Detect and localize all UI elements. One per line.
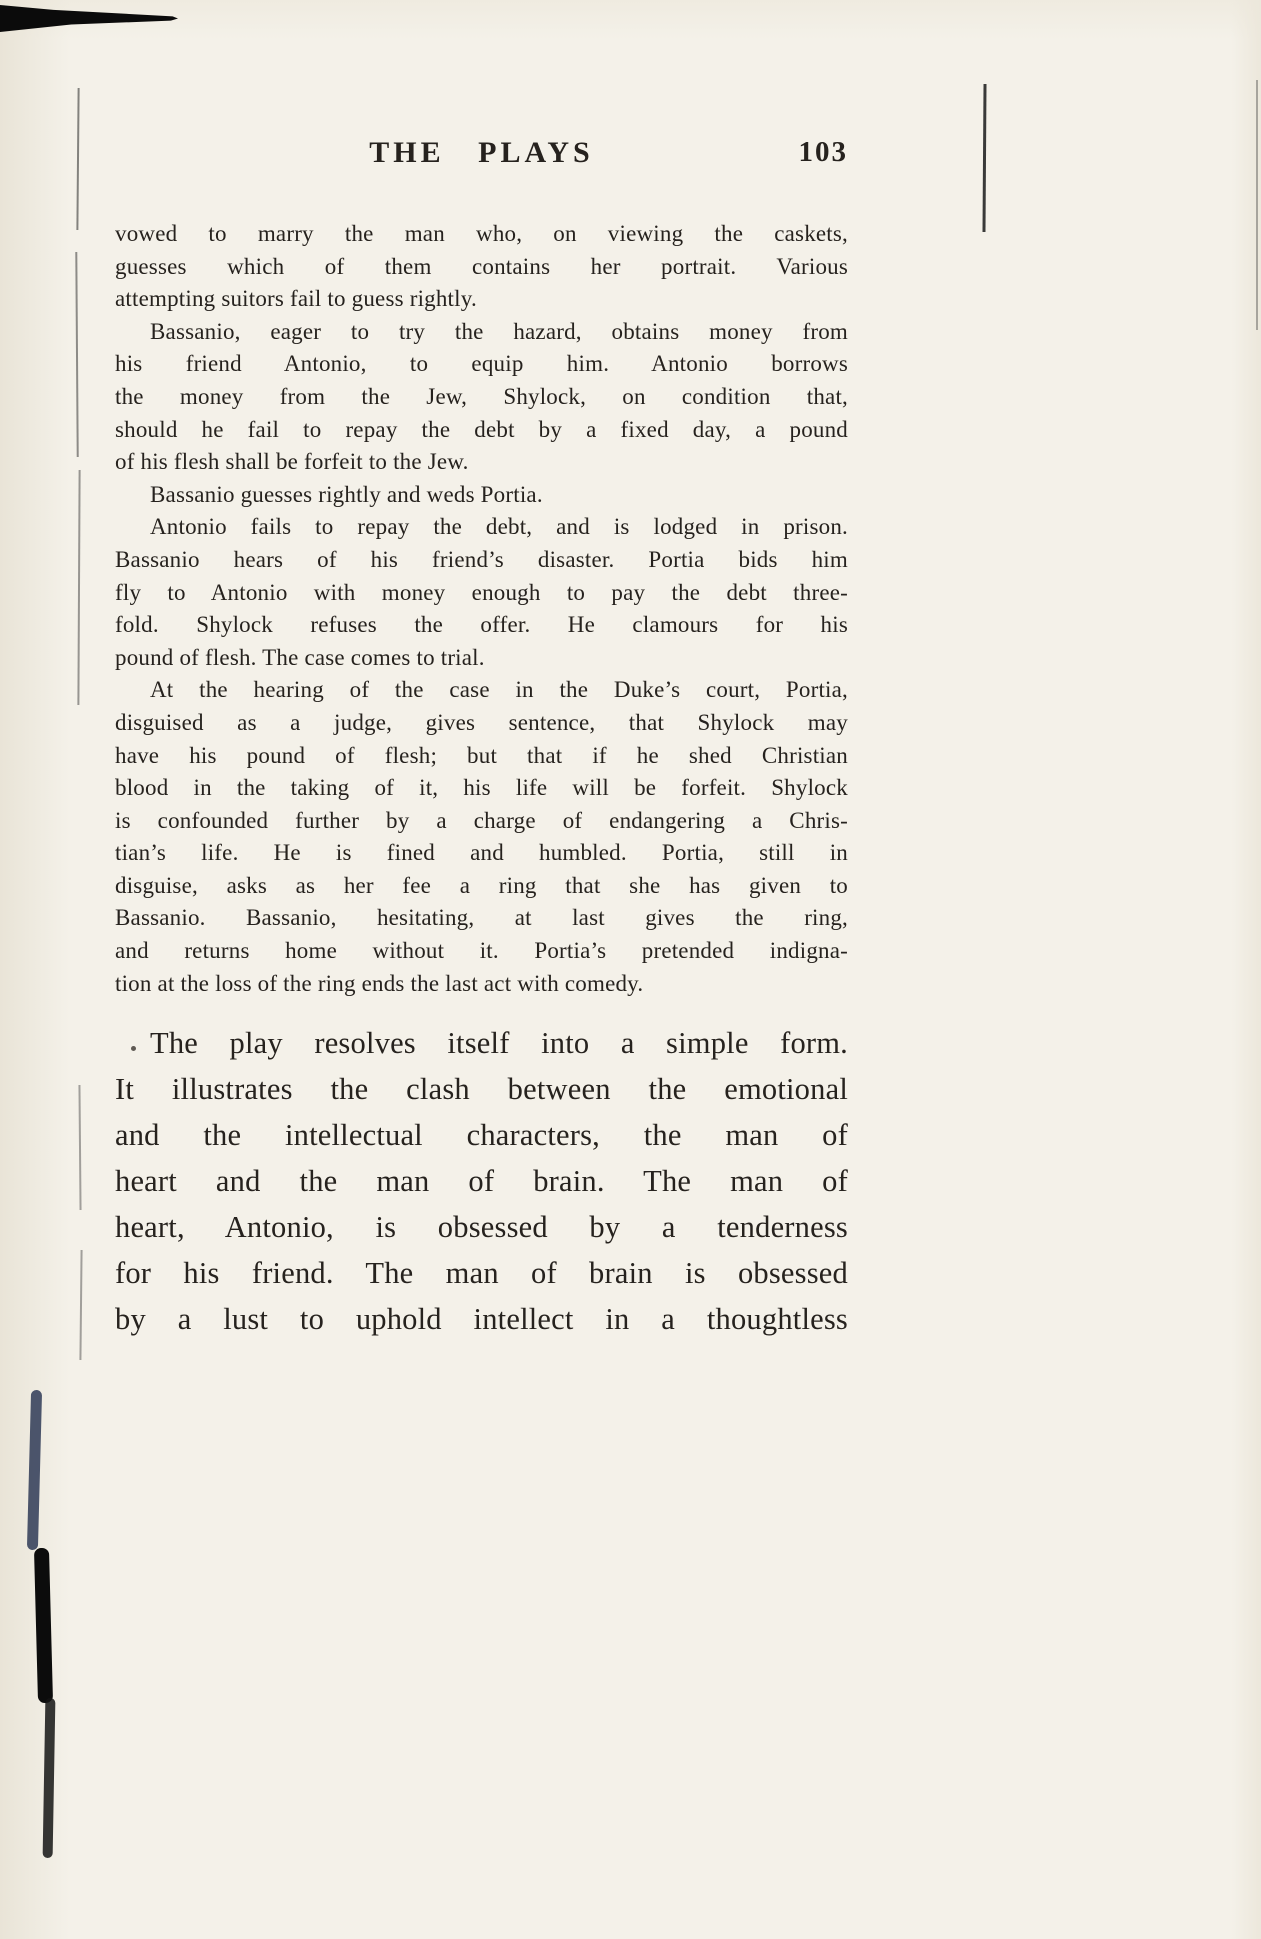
running-title: THE PLAYS [369,136,594,169]
text-line: At the hearing of the case in the Duke’s court, Portia, [150,677,848,703]
text-line: should he fail to repay the debt by a fixed day, a pound [115,416,848,442]
text-line: It illustrates the clash between the emotional [115,1072,848,1107]
text-line: for his friend. The man of brain is obsessed [115,1256,848,1291]
scan-line-left-2 [75,252,78,457]
paragraph [115,479,848,512]
text-line: and returns home without it. Portia’s pretended indigna- [115,938,848,964]
text-line: fly to Antonio with money enough to pay the debt three- [115,579,848,605]
text-line: fold. Shylock refuses the offer. He clamours for his [115,612,848,638]
binding-mark-blue [27,1390,42,1550]
text-line: his friend Antonio, to equip him. Antonio borrows [115,351,848,377]
text-line: the money from the Jew, Shylock, on condition that, [115,383,848,409]
text-line: The play resolves itself into a simple form. [150,1026,848,1061]
text-line: Bassanio guesses rightly and weds Portia. [150,481,543,507]
scan-line-right [982,84,986,232]
paragraph [115,1020,848,1342]
page-number: 103 [798,136,848,168]
binding-mark-black-2 [43,1698,56,1858]
paragraph [115,674,848,1000]
text-line: Bassanio hears of his friend’s disaster. Portia bids him [115,546,848,572]
text-line: attempting suitors fail to guess rightly. [115,286,477,312]
paragraph [115,511,848,674]
text-line: disguised as a judge, gives sentence, that Shylock may [115,709,848,735]
scan-line-left-5 [79,1250,82,1360]
text-line: vowed to marry the man who, on viewing the caskets, [115,221,848,246]
text-line: tion at the loss of the ring ends the last act with comedy. [115,970,644,996]
scan-line-right-edge [1256,80,1258,330]
scan-line-left-1 [76,88,79,230]
text-line: and the intellectual characters, the man of [115,1118,848,1153]
page-body [115,218,848,1342]
text-line: is confounded further by a charge of endangering a Chris- [115,807,848,833]
text-line: disguise, asks as her fee a ring that she has given to [115,872,848,898]
text-line: pound of flesh. The case comes to trial. [115,644,485,670]
text-line: blood in the taking of it, his life will be forfeit. Shylock [115,775,848,801]
scan-line-left-3 [77,470,80,705]
page-header [115,136,848,174]
scan-line-left-4 [78,1085,81,1210]
text-line: Antonio fails to repay the debt, and is lodged in prison. [150,514,848,540]
text-line: tian’s life. He is fined and humbled. Portia, still in [115,840,848,866]
paragraph [115,218,848,316]
text-line: Bassanio. Bassanio, hesitating, at last gives the ring, [115,905,848,931]
text-line: heart, Antonio, is obsessed by a tenderness [115,1210,848,1245]
text-line: guesses which of them contains her portrait. Various [115,253,848,279]
text-line: heart and the man of brain. The man of [115,1164,848,1199]
text-line: by a lust to uphold intellect in a thoughtless [115,1302,848,1337]
text-line: have his pound of flesh; but that if he shed Christian [115,742,848,768]
text-line: Bassanio, eager to try the hazard, obtains money from [150,318,848,344]
text-column [115,0,848,1342]
text-line: of his flesh shall be forfeit to the Jew. [115,449,469,475]
paragraph [115,316,848,479]
binding-mark-black-1 [34,1548,53,1703]
